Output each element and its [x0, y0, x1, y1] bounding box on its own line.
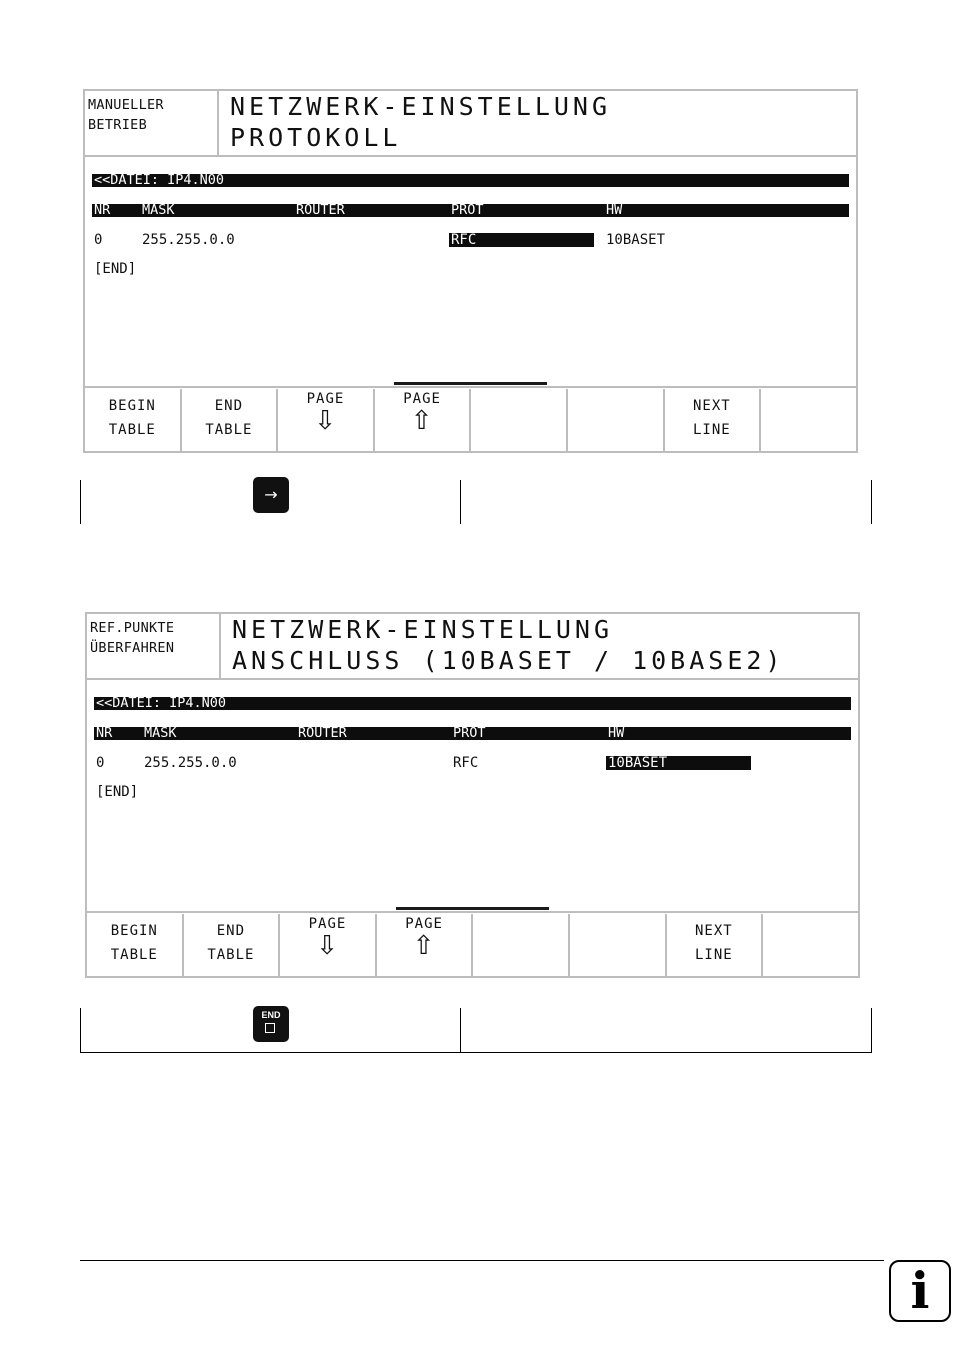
scroll-indicator[interactable] — [396, 907, 549, 910]
softkey-label-1: BEGIN — [110, 923, 158, 939]
softkey-bar — [87, 914, 858, 976]
cell-nr[interactable]: 0 — [94, 232, 103, 248]
row-border-right — [871, 480, 872, 524]
row-border-right — [871, 1008, 872, 1052]
softkey-empty-6[interactable] — [570, 914, 667, 976]
screen-header — [85, 91, 856, 157]
arrow-right-glyph: → — [264, 485, 278, 504]
col-header-prot: PROT — [451, 202, 484, 218]
cell-mask[interactable]: 255.255.0.0 — [142, 232, 235, 248]
softkey-label-1: NEXT — [695, 923, 733, 939]
softkey-label-1: NEXT — [693, 398, 731, 414]
softkey-label-1: PAGE — [306, 391, 345, 407]
square-icon — [265, 1023, 275, 1033]
softkey-label-2: TABLE — [207, 947, 255, 963]
cell-prot[interactable]: RFC — [453, 755, 479, 771]
softkey-empty-5[interactable] — [471, 389, 568, 451]
col-header-hw: HW — [608, 725, 625, 741]
table-row[interactable] — [92, 232, 849, 248]
footer-rule — [80, 1260, 884, 1261]
table-header — [92, 204, 849, 217]
arrow-up-icon: ⇧ — [412, 931, 436, 961]
screen-header — [87, 614, 858, 680]
softkey-begin-table[interactable] — [87, 914, 184, 976]
row-border-bottom — [80, 1052, 872, 1053]
table-end-marker — [94, 784, 851, 800]
instruction-row-1 — [80, 480, 872, 526]
softkey-empty-6[interactable] — [568, 389, 665, 451]
softkey-separator — [87, 911, 858, 913]
cell-hw-value: 10BASET — [606, 756, 751, 770]
softkey-separator — [85, 386, 856, 388]
softkey-end-table[interactable] — [184, 914, 281, 976]
arrow-down-icon: ⇩ — [314, 406, 337, 436]
softkey-page-down[interactable] — [280, 914, 377, 976]
info-glyph: i — [910, 1261, 930, 1320]
col-header-mask: MASK — [144, 725, 177, 741]
end-key-icon[interactable] — [253, 1006, 289, 1042]
table-end-marker — [92, 261, 849, 277]
cell-mask[interactable]: 255.255.0.0 — [144, 755, 237, 771]
row-border-left — [80, 480, 81, 524]
row-border-left — [80, 1008, 81, 1052]
table-header — [94, 727, 851, 740]
screen-title — [232, 614, 785, 676]
softkey-page-down[interactable] — [278, 389, 375, 451]
info-icon — [889, 1260, 951, 1322]
cell-hw[interactable]: 10BASET — [606, 232, 666, 248]
col-header-nr: NR — [96, 725, 113, 741]
table-row[interactable] — [94, 755, 851, 771]
cell-prot-value: RFC — [449, 233, 594, 247]
row-divider — [460, 480, 461, 524]
col-header-router: ROUTER — [296, 202, 345, 218]
operating-mode — [87, 614, 221, 678]
end-marker: [END] — [96, 784, 139, 800]
softkey-label-1: PAGE — [405, 916, 443, 932]
file-name: <<DATEI: IP4.N00 — [94, 172, 225, 188]
mode-line-2: ÜBERFAHREN — [90, 640, 175, 656]
screen-title — [230, 91, 611, 153]
title-line-1: NETZWERK-EINSTELLUNG — [230, 92, 612, 121]
softkey-next-line[interactable] — [665, 389, 762, 451]
mode-line-2: BETRIEB — [88, 117, 147, 133]
softkey-label-1: BEGIN — [108, 398, 156, 414]
cell-hw-selected[interactable] — [606, 755, 751, 771]
instruction-row-2 — [80, 1008, 872, 1054]
softkey-empty-8[interactable] — [763, 914, 860, 976]
cell-prot-selected[interactable] — [449, 232, 594, 248]
softkey-page-up[interactable] — [377, 914, 474, 976]
col-header-nr: NR — [94, 202, 111, 218]
arrow-up-icon: ⇧ — [410, 406, 434, 436]
softkey-next-line[interactable] — [667, 914, 764, 976]
softkey-begin-table[interactable] — [85, 389, 182, 451]
mode-line-1: REF.PUNKTE — [90, 620, 175, 636]
col-header-router: ROUTER — [298, 725, 347, 741]
title-line-2: PROTOKOLL — [230, 123, 402, 152]
cnc-screen-protokoll — [83, 89, 858, 453]
softkey-end-table[interactable] — [182, 389, 279, 451]
softkey-label-1: END — [216, 923, 246, 939]
softkey-label-1: END — [214, 398, 244, 414]
title-line-2: ANSCHLUSS (10BASET / 10BASE2) — [232, 646, 785, 675]
row-divider — [460, 1008, 461, 1052]
softkey-empty-8[interactable] — [761, 389, 858, 451]
operating-mode — [85, 91, 219, 155]
softkey-label-2: LINE — [693, 422, 731, 438]
cnc-screen-anschluss — [85, 612, 860, 978]
arrow-right-key-icon[interactable] — [253, 477, 289, 513]
col-header-prot: PROT — [453, 725, 486, 741]
softkey-label-2: TABLE — [205, 422, 253, 438]
file-bar — [94, 697, 851, 710]
softkey-label-2: TABLE — [110, 947, 158, 963]
title-line-1: NETZWERK-EINSTELLUNG — [232, 615, 614, 644]
file-name: <<DATEI: IP4.N00 — [96, 695, 227, 711]
arrow-down-icon: ⇩ — [316, 931, 339, 961]
softkey-bar — [85, 389, 856, 451]
softkey-label-2: LINE — [695, 947, 733, 963]
scroll-indicator[interactable] — [394, 382, 547, 385]
cell-nr[interactable]: 0 — [96, 755, 105, 771]
end-marker: [END] — [94, 261, 137, 277]
softkey-label-2: TABLE — [108, 422, 156, 438]
mode-line-1: MANUELLER — [88, 97, 164, 113]
col-header-hw: HW — [606, 202, 623, 218]
softkey-label-1: PAGE — [308, 916, 347, 932]
file-bar — [92, 174, 849, 187]
end-key-label: END — [261, 1010, 281, 1020]
col-header-mask: MASK — [142, 202, 175, 218]
softkey-label-1: PAGE — [403, 391, 441, 407]
softkey-empty-5[interactable] — [473, 914, 570, 976]
softkey-page-up[interactable] — [375, 389, 472, 451]
